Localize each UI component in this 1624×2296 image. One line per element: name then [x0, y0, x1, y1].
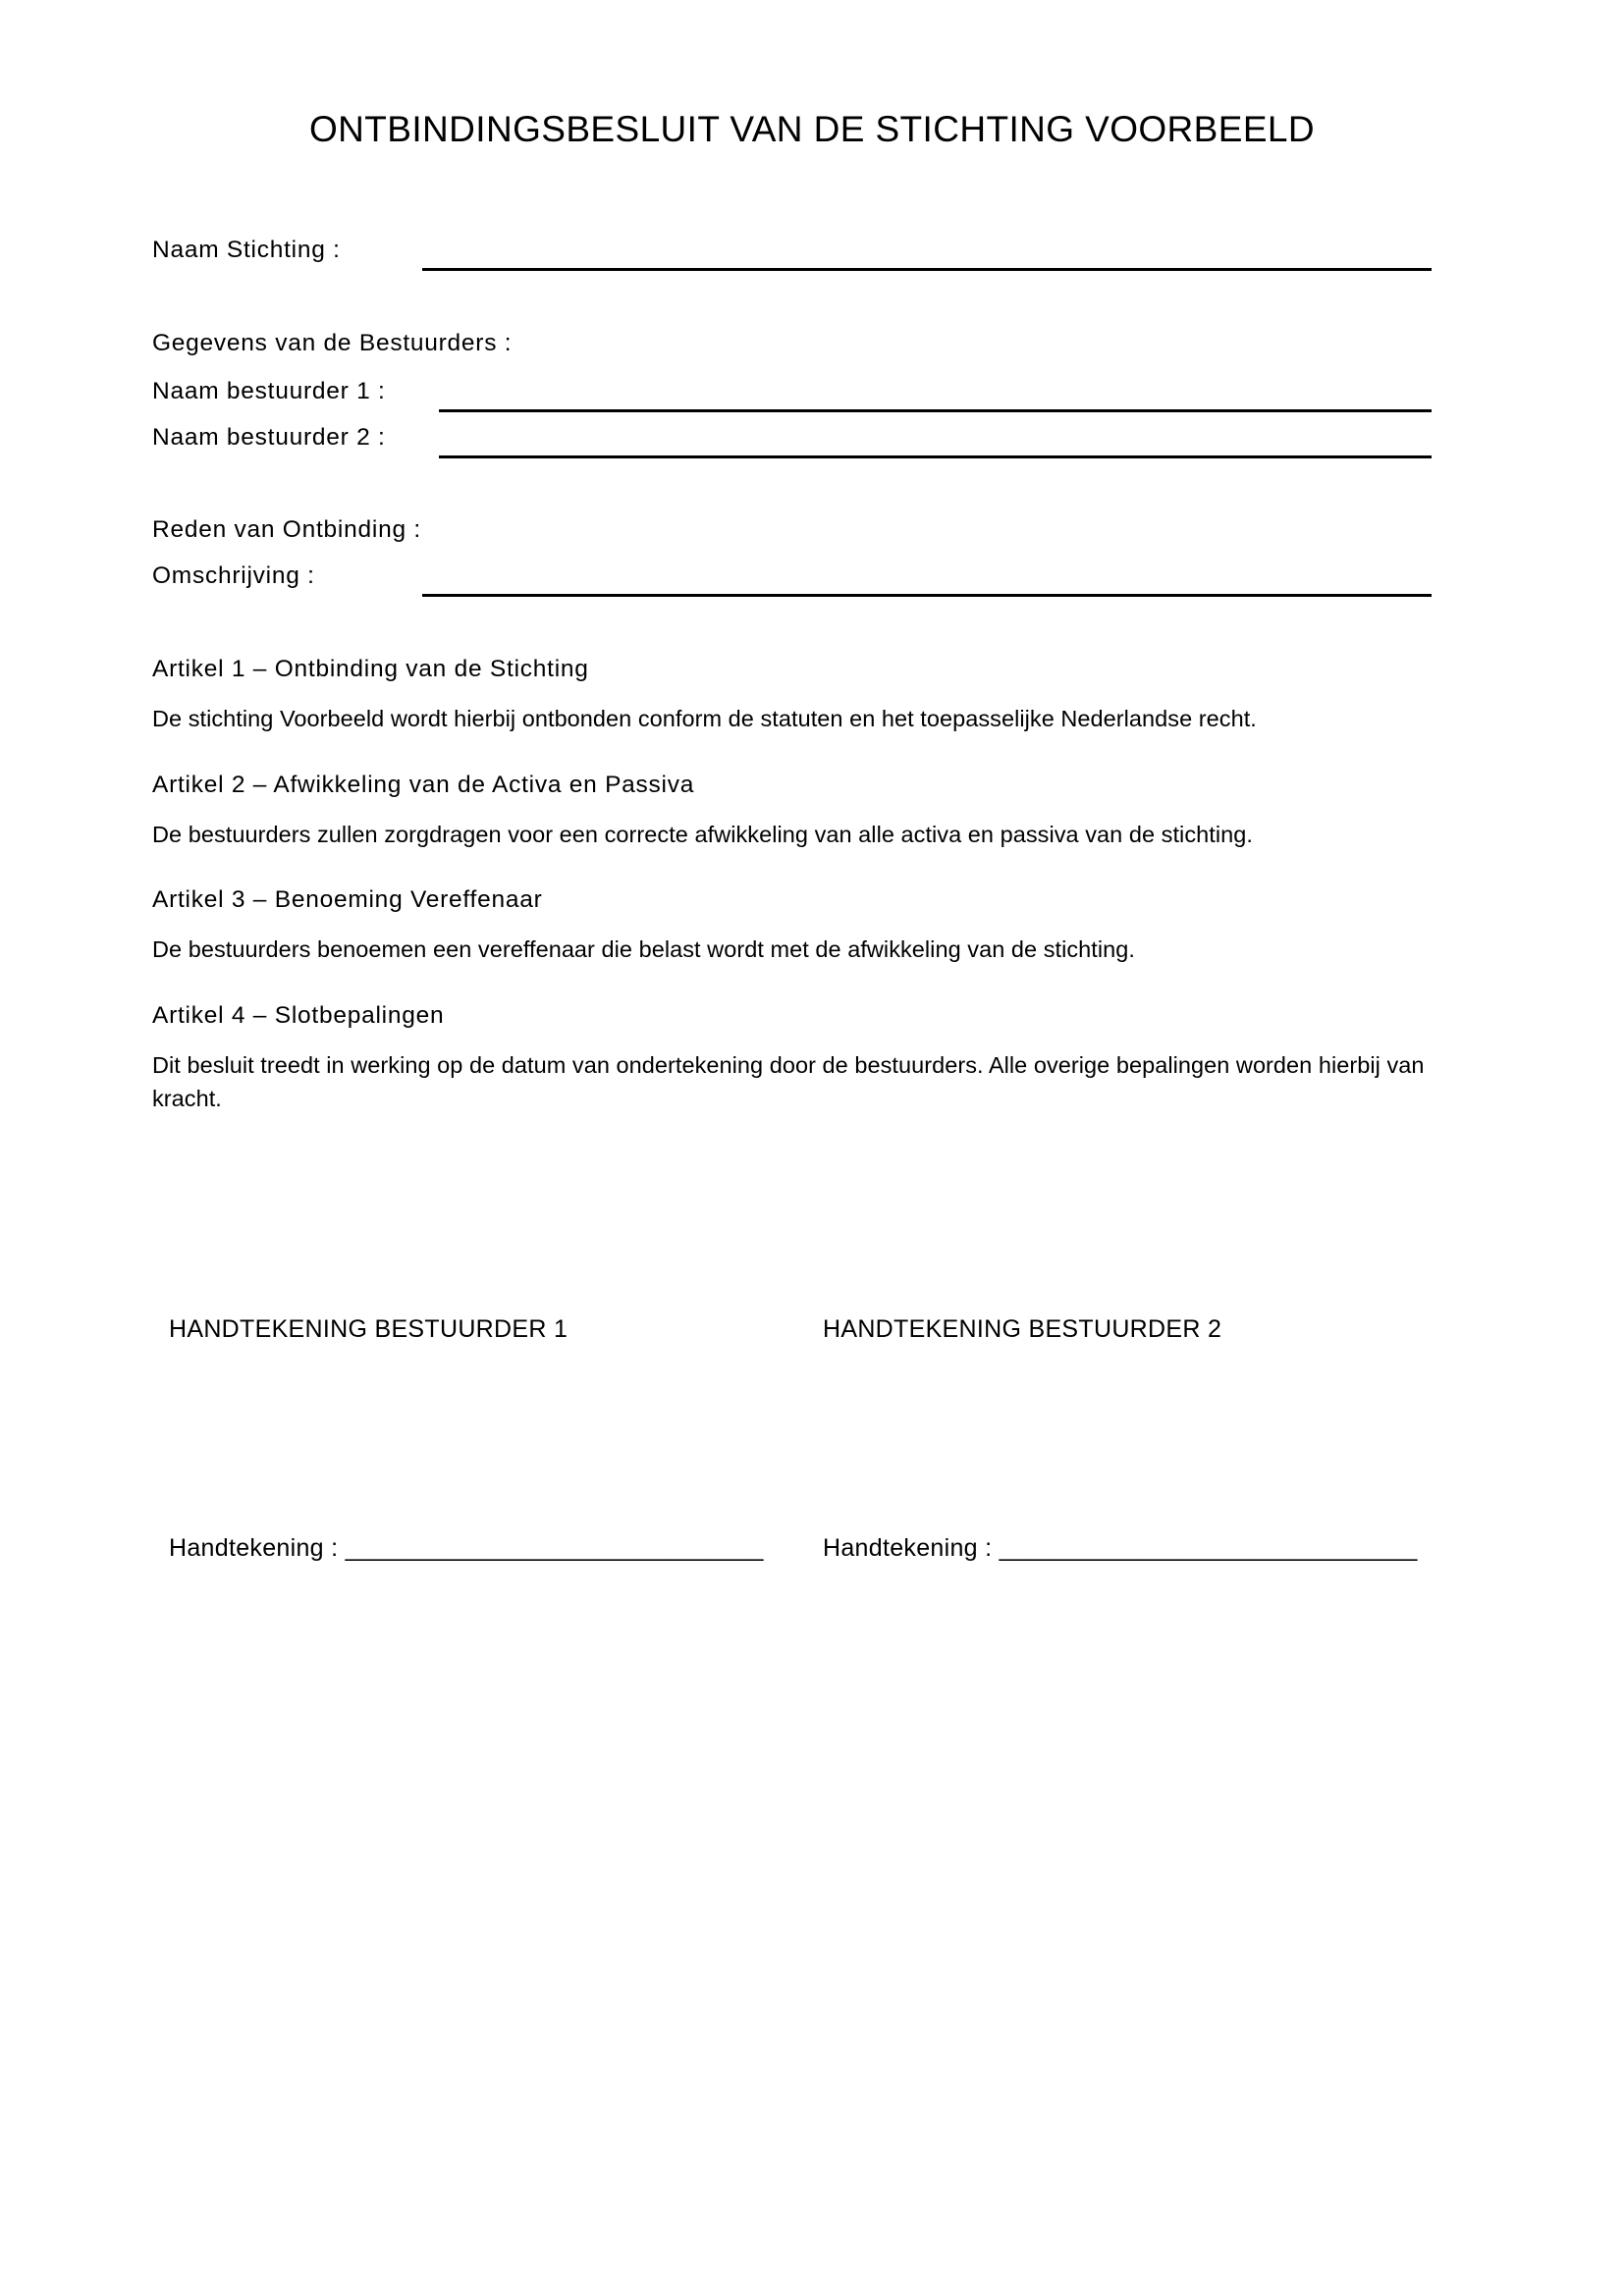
reden-ontbinding-label: Reden van Ontbinding : [152, 516, 421, 543]
field-row-omschrijving [152, 560, 1468, 601]
field-row-reden-ontbinding [152, 513, 1468, 555]
omschrijving-label: Omschrijving : [152, 562, 315, 589]
page-title: ONTBINDINGSBESLUIT VAN DE STICHTING VOORBEELD [308, 109, 1316, 149]
article-4-body: Dit besluit treedt in werking op de datum van ondertekening door de bestuurders. Alle overige bepalingen worden hierbij van kracht. [152, 1052, 1425, 1111]
naam-bestuurder-1-input-rule[interactable] [439, 409, 1432, 412]
signature-heading-bestuurder-2: HANDTEKENING BESTUURDER 2 [823, 1315, 1222, 1343]
article-2 [152, 769, 1438, 851]
naam-stichting-label: Naam Stichting : [152, 237, 341, 263]
field-row-gegevens-bestuurders [152, 327, 1468, 368]
signature-line-bestuurder-1[interactable]: Handtekening : ______________________________ [169, 1534, 764, 1562]
field-row-naam-bestuurder-1 [152, 375, 1468, 416]
field-row-naam-bestuurder-2 [152, 421, 1468, 462]
article-4-heading: Artikel 4 – Slotbepalingen [152, 1002, 445, 1029]
signature-heading-bestuurder-1: HANDTEKENING BESTUURDER 1 [169, 1315, 568, 1343]
article-1 [152, 653, 1438, 735]
article-3-body: De bestuurders benoemen een vereffenaar die belast wordt met de afwikkeling van de stichting. [152, 936, 1135, 962]
naam-bestuurder-1-label: Naam bestuurder 1 : [152, 378, 386, 404]
field-row-naam-stichting [152, 234, 1468, 275]
article-1-body: De stichting Voorbeeld wordt hierbij ontbonden conform de statuten en het toepasselijke Nederlandse recht. [152, 706, 1257, 731]
article-4 [152, 999, 1438, 1115]
naam-bestuurder-2-label: Naam bestuurder 2 : [152, 424, 386, 451]
gegevens-bestuurders-label: Gegevens van de Bestuurders : [152, 330, 513, 356]
article-2-heading: Artikel 2 – Afwikkeling van de Activa en Passiva [152, 772, 695, 798]
naam-bestuurder-2-input-rule[interactable] [439, 455, 1432, 458]
naam-stichting-input-rule[interactable] [422, 268, 1432, 271]
article-3 [152, 883, 1438, 966]
article-2-body: De bestuurders zullen zorgdragen voor een correcte afwikkeling van alle activa en passiva van de stichting. [152, 822, 1253, 847]
article-1-heading: Artikel 1 – Ontbinding van de Stichting [152, 656, 589, 682]
signature-line-bestuurder-2[interactable]: Handtekening : ______________________________ [823, 1534, 1418, 1562]
omschrijving-input-rule[interactable] [422, 594, 1432, 597]
article-3-heading: Artikel 3 – Benoeming Vereffenaar [152, 886, 543, 913]
